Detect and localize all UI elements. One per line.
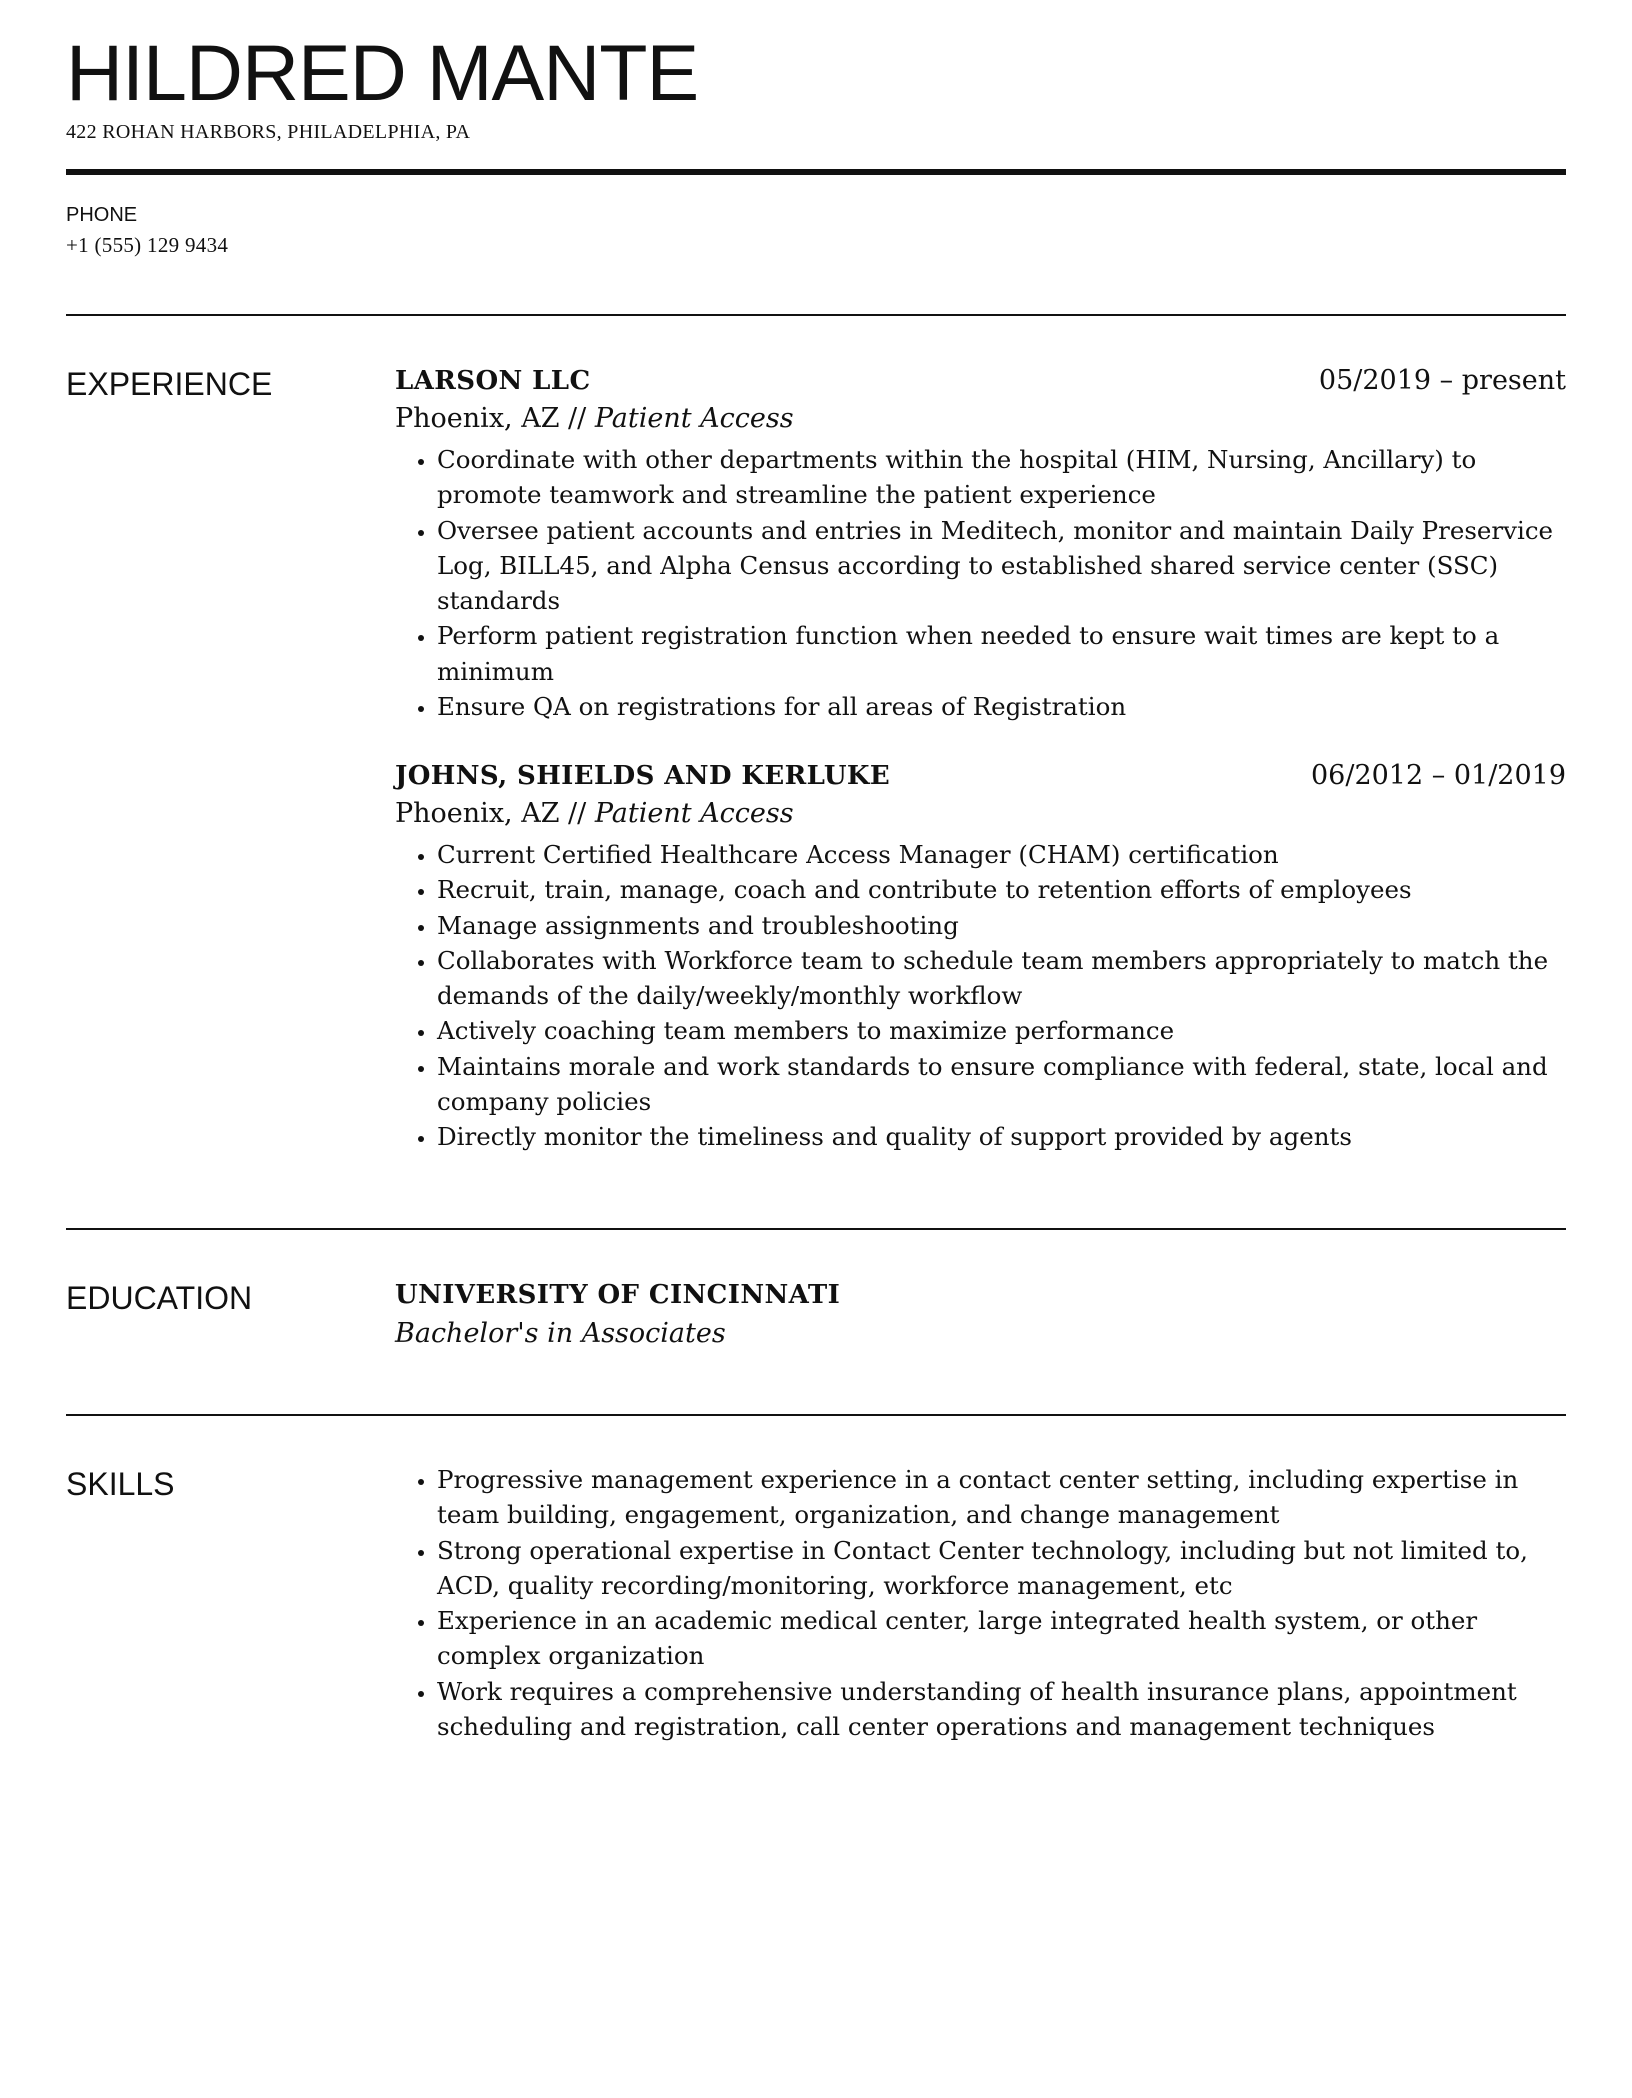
job-header — [395, 362, 1566, 400]
list-item: • Maintains morale and work standards to ensure compliance with federal, state, local and company policies — [437, 1049, 1566, 1120]
job-entry — [395, 362, 1566, 724]
job-separator: // — [559, 403, 595, 434]
job-subtitle — [395, 400, 1566, 438]
job-location: Phoenix, AZ — [395, 798, 560, 829]
job-role: Patient Access — [594, 403, 794, 434]
experience-heading: EXPERIENCE — [66, 366, 273, 402]
section-divider — [66, 1414, 1566, 1416]
skills-list — [395, 1462, 1566, 1744]
candidate-name: HILDRED MANTE — [66, 28, 699, 117]
job-separator: // — [559, 798, 595, 829]
list-item: • Actively coaching team members to maximize performance — [437, 1013, 1566, 1048]
job-dates: 05/2019 – present — [1318, 365, 1566, 396]
section-divider — [66, 314, 1566, 316]
job-subtitle — [395, 795, 1566, 833]
list-item: • Experience in an academic medical center, large integrated health system, or other complex organization — [437, 1603, 1566, 1674]
list-item: • Current Certified Healthcare Access Manager (CHAM) certification — [437, 837, 1566, 872]
job-bullets — [395, 442, 1566, 724]
list-item: • Coordinate with other departments within the hospital (HIM, Nursing, Ancillary) to promote teamwork and streamline the patient experience — [437, 442, 1566, 513]
list-item: • Collaborates with Workforce team to schedule team members appropriately to match the demands of the daily/weekly/monthly workflow — [437, 943, 1566, 1014]
list-item: • Ensure QA on registrations for all areas of Registration — [437, 689, 1566, 724]
candidate-address: 422 ROHAN HARBORS, PHILADELPHIA, PA — [66, 121, 471, 143]
list-item: • Perform patient registration function when needed to ensure wait times are kept to a minimum — [437, 618, 1566, 689]
list-item: • Work requires a comprehensive understanding of health insurance plans, appointment scheduling and registration, call center operations and management techniques — [437, 1674, 1566, 1745]
list-item: • Strong operational expertise in Contact Center technology, including but not limited to, ACD, quality recording/monitoring, workforce management, etc — [437, 1533, 1566, 1604]
school-name: UNIVERSITY OF CINCINNATI — [395, 1280, 841, 1310]
job-location: Phoenix, AZ — [395, 403, 560, 434]
skills-entry — [395, 1462, 1566, 1744]
list-item: • Manage assignments and troubleshooting — [437, 908, 1566, 943]
degree: Bachelor's in Associates — [395, 1318, 726, 1349]
job-entry — [395, 757, 1566, 1155]
list-item: • Progressive management experience in a contact center setting, including expertise in team building, engagement, organization, and change management — [437, 1462, 1566, 1533]
job-dates: 06/2012 – 01/2019 — [1311, 760, 1566, 791]
list-item: • Recruit, train, manage, coach and contribute to retention efforts of employees — [437, 872, 1566, 907]
list-item: • Oversee patient accounts and entries in Meditech, monitor and maintain Daily Preservice Log, BILL45, and Alpha Census according to established shared service center (SSC) standards — [437, 513, 1566, 619]
job-company: LARSON LLC — [395, 366, 591, 396]
section-divider — [66, 1228, 1566, 1230]
phone-label: PHONE — [66, 204, 138, 226]
phone-value: +1 (555) 129 9434 — [66, 233, 229, 257]
job-bullets — [395, 837, 1566, 1155]
education-heading: EDUCATION — [66, 1280, 253, 1316]
job-role: Patient Access — [594, 798, 794, 829]
list-item: • Directly monitor the timeliness and quality of support provided by agents — [437, 1119, 1566, 1154]
education-entry — [395, 1276, 1566, 1354]
skills-heading: SKILLS — [66, 1466, 175, 1502]
job-company: JOHNS, SHIELDS AND KERLUKE — [395, 761, 891, 791]
job-header — [395, 757, 1566, 795]
header-divider — [66, 169, 1566, 175]
